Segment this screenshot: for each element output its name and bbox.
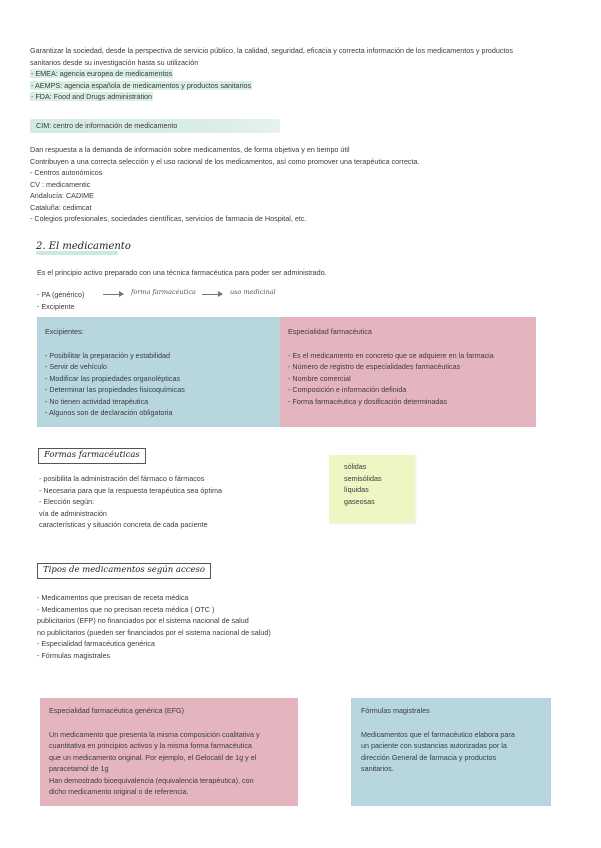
efg-line: Han demostrado bioequivalencia (equivalencia terapéutica), con	[49, 775, 254, 785]
excipiente-line: - Excipiente	[37, 302, 75, 311]
list-item: - Servir de vehículo	[45, 362, 107, 371]
tipos-line: no publicitarios (pueden ser financiados por el sistema nacional de salud)	[37, 627, 271, 637]
tipos-block	[37, 592, 367, 661]
note-item: semisólidas	[344, 473, 382, 483]
efg-line: que un medicamento original. Por ejemplo, el Gelocatil de 1g y el	[49, 752, 257, 762]
tipos-line: - Fórmulas magistrales	[37, 650, 111, 660]
tipos-line: publicitarios (EFP) no financiados por el sistema nacional de salud	[37, 616, 249, 625]
section-heading-tipos: Tipos de medicamentos según acceso	[37, 563, 211, 579]
efg-line: cuantitativa en principios activos y la misma forma farmacéutica	[49, 741, 252, 750]
list-item: - Número de registro de especialidades farmacéuticas	[288, 362, 461, 371]
cim-line: Cataluña: cedimcat	[30, 202, 92, 212]
excipientes-box	[37, 317, 280, 427]
aemps-line: - AEMPS: agencia española de medicamentos y productos sanitarios	[31, 80, 252, 90]
list-item: - No tienen actividad terapéutica	[45, 396, 149, 406]
list-item: - Algunos son de declaración obligatoria	[45, 408, 173, 417]
cim-line: - Centros autonómicos	[30, 168, 103, 177]
cim-line: Contribuyen a una correcta selección y el uso racional de los medicamentos, así como promover una terapéutica correcta.	[30, 156, 420, 166]
arrow-right-icon	[202, 294, 222, 295]
formas-line: vía de administración	[39, 508, 107, 518]
tipos-line: - Especialidad farmacéutica genérica	[37, 639, 155, 648]
note-item: gaseosas	[344, 496, 375, 506]
especialidad-title: Especialidad farmacéutica	[288, 327, 372, 336]
intro-line	[30, 91, 575, 103]
cim-title: CIM: centro de información de medicamento	[36, 121, 178, 130]
list-item: - Forma farmacéutica y dosificación determinadas	[288, 396, 447, 406]
formulas-line: dirección General de farmacia y productos	[361, 752, 497, 762]
cim-block	[30, 144, 575, 225]
pa-line: - PA (genérico)	[37, 290, 85, 299]
tipos-line: - Medicamentos que precisan de receta médica	[37, 593, 189, 602]
formulas-line: un paciente con sustancias autorizadas por la	[361, 741, 507, 750]
list-item: - Es el medicamento en concreto que se adquiere en la farmacia	[288, 350, 494, 360]
handnote-uso: uso medicinal	[230, 288, 276, 296]
tipos-line: - Medicamentos que no precisan receta médica ( OTC )	[37, 604, 215, 614]
formulas-line: sanitarios.	[361, 764, 394, 773]
arrow-right-icon	[103, 294, 123, 295]
especialidad-box	[280, 317, 536, 427]
intro-line: sanitarios desde su investigación hasta su utilización	[30, 57, 199, 67]
note-item: sólidas	[344, 462, 367, 471]
formulas-title: Fórmulas magistrales	[361, 706, 430, 715]
efg-line: paracetamol de 1g	[49, 764, 109, 773]
excipientes-title: Excipientes:	[45, 327, 84, 336]
medicamento-definition: Es el principio activo preparado con una técnica farmacéutica para poder ser administrado.	[37, 268, 327, 277]
note-item: líquidas	[344, 485, 369, 494]
section-heading-medicamento: 2. El medicamento	[36, 241, 131, 252]
list-item: - Modificar las propiedades organolépticas	[45, 373, 181, 383]
list-item: - Composición e información definida	[288, 385, 407, 394]
formulas-line: Medicamentos que el farmacéutico elabora para	[361, 729, 515, 739]
efg-line: Un medicamento que presenta la misma composición cualitativa y	[49, 729, 260, 739]
emea-line: - EMEA: agencia europea de medicamentos	[31, 69, 173, 78]
intro-block	[30, 45, 575, 103]
formas-sticky-note	[329, 455, 415, 523]
list-item: - Nombre comercial	[288, 373, 351, 383]
intro-line	[30, 68, 575, 80]
formulas-box	[351, 698, 551, 806]
cim-line: CV : medicamentic	[30, 179, 91, 189]
list-item: - Posibilitar la preparación y estabilidad	[45, 350, 171, 360]
efg-line: dicho medicamento original o de referencia.	[49, 787, 189, 796]
efg-title: Especialidad farmacéutica genérica (EFG)	[49, 706, 185, 715]
formas-line: características y situación concreta de cada paciente	[39, 520, 208, 529]
section-heading-formas: Formas farmacéuticas	[38, 448, 146, 464]
cim-line: Andalucía: CADIME	[30, 191, 94, 200]
formas-line: - Elección según:	[39, 497, 95, 506]
handnote-forma: forma farmacéutica	[131, 288, 196, 296]
formas-line: - Necesaria para que la respuesta terapéutica sea óptima	[39, 485, 222, 495]
cim-line: Dan respuesta a la demanda de información sobre medicamentos, de forma objetiva y en tiempo útil	[30, 145, 350, 154]
fda-line: - FDA: Food and Drugs administration	[31, 92, 153, 101]
cim-line: - Colegios profesionales, sociedades científicas, servicios de farmacia de Hospital, etc.	[30, 214, 307, 223]
intro-line: Garantizar la sociedad, desde la perspectiva de servicio público, la calidad, seguridad, eficacia y correcta información de los medicamentos y productos	[30, 46, 514, 55]
intro-line	[30, 80, 575, 92]
list-item: - Determinar las propiedades fisicoquímicas	[45, 385, 185, 394]
formas-block	[39, 473, 319, 531]
formas-line: - posibilita la administración del fármaco o fármacos	[39, 474, 205, 483]
efg-box	[40, 698, 298, 806]
